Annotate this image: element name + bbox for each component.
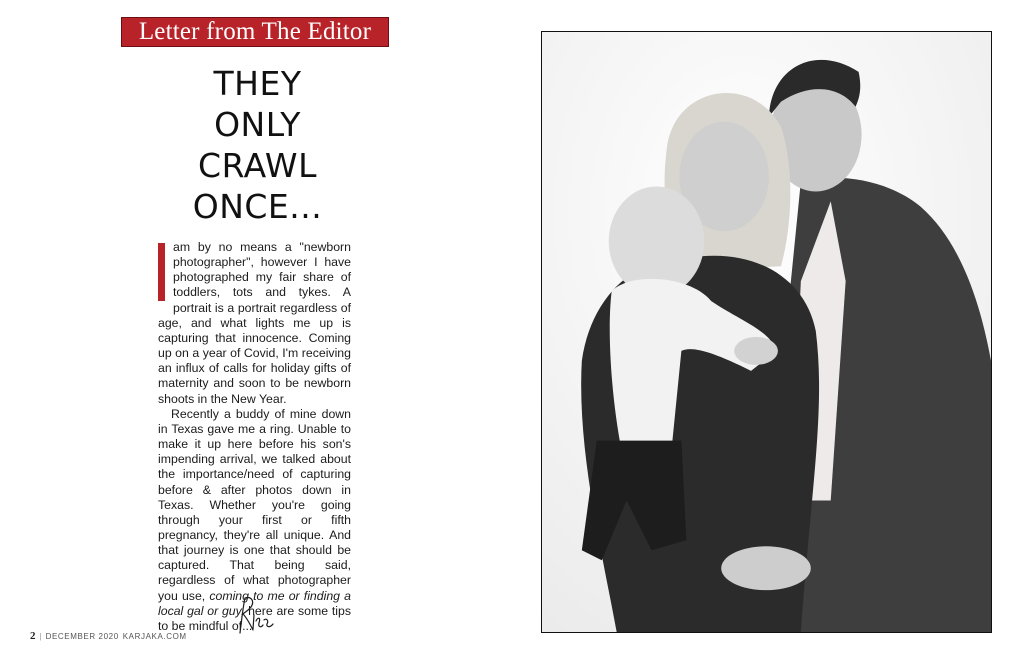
family-portrait-image: [542, 32, 991, 632]
headline-line: CRAWL: [198, 146, 317, 185]
issue-date: DECEMBER 2020: [45, 632, 119, 641]
family-portrait-photo: [541, 31, 992, 633]
section-banner: [121, 17, 389, 47]
article-paragraph-1: [158, 240, 351, 407]
headline-line: ONCE...: [192, 187, 323, 226]
paragraph-2-text-end: here are some tips to be mindful of...: [158, 603, 351, 633]
article-body: [158, 240, 351, 634]
page-number: 2: [30, 630, 36, 642]
drop-cap-bar: [158, 243, 165, 301]
headline-line: ONLY: [214, 105, 301, 144]
paragraph-2-text-start: Recently a buddy of mine down in Texas gave me a ring. Unable to make it up here before his son's impending arrival, we talked about the importance/need of capturing before & after photos down in Texas. Whether you're going through your first or fifth pregnancy, they're all unique. And that journey is one that should be captured. That being said, regardless of what photographer you use,: [158, 406, 351, 603]
headline-line: THEY: [213, 64, 302, 103]
article-headline: [150, 63, 365, 227]
website-url: KARJAKA.COM: [122, 632, 187, 641]
editor-signature-image: [236, 593, 280, 637]
page-footer: [30, 630, 187, 642]
paragraph-1-text: am by no means a "newborn photographer", however I have photographed my fair share of toddlers, tots and tykes. A portrait is a portrait regardless of age, and what lights me up is capturing that innocence. Coming up on a year of Covid, I'm receiving an influx of calls for holiday gifts of maternity and soon to be newborn shoots in the New Year.: [158, 240, 351, 406]
section-banner-label: Letter from The Editor: [138, 18, 372, 45]
footer-separator: |: [39, 632, 42, 641]
paragraph-2-italic-text: coming to me or finding a local gal or guy,: [158, 588, 351, 618]
